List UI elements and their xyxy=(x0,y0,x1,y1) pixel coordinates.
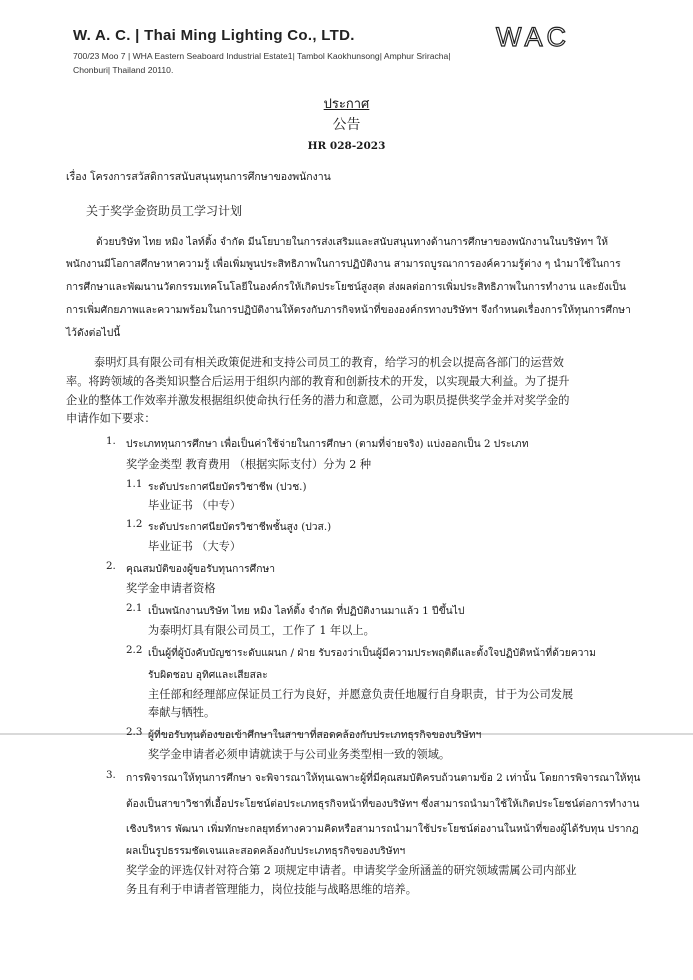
section-3-chinese-cont: 务且有利于申请者管理能力，岗位技能与战略思维的培养。 xyxy=(126,883,417,896)
section-1-chinese: 奖学金类型 教育费用 （根据实际支付）分为 2 种 xyxy=(126,458,372,471)
section-1-1-thai: ระดับประกาศนียบัตรวิชาชีพ (ปวช.) xyxy=(148,481,307,493)
section-1-2-chinese: 毕业证书 （大专） xyxy=(148,540,242,553)
section-1-2-thai: ระดับประกาศนียบัตรวิชาชีพชั้นสูง (ปวส.) xyxy=(148,521,332,533)
intro-thai-line: การเพิ่มศักยภาพและความพร้อมในการปฏิบัติงานให้ตรงกับภารกิจหน้าที่ขององค์กรทางบริษัทฯ จึงกำหนดเรื่องการให้ทุนการศึกษา xyxy=(66,304,631,316)
address-line-1: 700/23 Moo 7 | WHA Eastern Seaboard Industrial Estate1| Tambol Kaokhunsong| Amphur Sriracha| xyxy=(73,51,451,61)
section-3-number: 3. xyxy=(106,769,116,781)
section-2-2-chinese: 主任部和经理部应保证员工行为良好，并愿意负责任地履行自身职责，甘于为公司发展 xyxy=(148,688,574,701)
section-2-chinese: 奖学金申请者资格 xyxy=(126,582,216,595)
intro-chinese-line: 申请作如下要求： xyxy=(66,412,156,425)
wac-logo xyxy=(478,22,588,50)
intro-chinese-line: 泰明灯具有限公司有相关政策促进和支持公司员工的教育，给学习的机会以提高各部门的运营效 xyxy=(94,356,564,369)
subject-chinese: 关于奖学金资助员工学习计划 xyxy=(86,204,243,218)
section-2-2-thai: เป็นผู้ที่ผู้บังคับบัญชาระดับแผนก / ฝ่าย รับรองว่าเป็นผู้มีความประพฤติดีและตั้งใจปฏิบัติหน้าที่ด้วยความ xyxy=(148,647,596,659)
intro-thai-line: ไว้ดังต่อไปนี้ xyxy=(66,327,121,339)
section-2-number: 2. xyxy=(106,560,116,572)
section-2-3-number: 2.3 xyxy=(126,726,143,738)
announcement-title-thai: ประกาศ xyxy=(323,97,370,112)
section-2-thai: คุณสมบัติของผู้ขอรับทุนการศึกษา xyxy=(126,563,276,575)
section-1-1-number: 1.1 xyxy=(126,478,143,490)
section-2-1-thai: เป็นพนักงานบริษัท ไทย หมิง ไลท์ติ้ง จำกัด ที่ปฏิบัติงานมาแล้ว 1 ปีขึ้นไป xyxy=(148,605,465,617)
company-name: W. A. C. | Thai Ming Lighting Co., LTD. xyxy=(73,27,355,44)
intro-chinese-line: 率。将跨领域的各类知识整合后运用于组织内部的教育和创新技术的开发，以实现最大利益。为了提升 xyxy=(66,375,570,388)
section-2-2-thai-cont: รับผิดชอบ อุทิศและเสียสละ xyxy=(148,669,268,681)
section-3-thai-line: ผลเป็นรูปธรรมชัดเจนและสอดคล้องกับประเภทธุรกิจของบริษัทฯ xyxy=(126,845,406,857)
intro-thai-line: ด้วยบริษัท ไทย หมิง ไลท์ติ้ง จำกัด มีนโยบายในการส่งเสริมและสนับสนุนทางด้านการศึกษาของพนักงานในบริษัทฯ ให้ xyxy=(96,236,609,248)
section-2-2-chinese-cont: 奉献与牺牲。 xyxy=(148,706,216,719)
section-3-thai-line: เชิงบริหาร พัฒนา เพิ่มทักษะกลยุทธ์ทางความคิดหรือสามารถนำมาใช้ประโยชน์ต่องานในหน้าที่ของผู้ได้รับทุน ปรากฎ xyxy=(126,823,639,835)
section-2-3-chinese: 奖学金申请者必须申请就读于与公司业务类型相一致的领域。 xyxy=(148,748,451,761)
announcement-title-chinese: 公告 xyxy=(332,117,361,133)
section-1-2-number: 1.2 xyxy=(126,518,143,530)
section-2-3-thai: ผู้ที่ขอรับทุนต้องขอเข้าศึกษาในสาขาที่สอดคล้องกับประเภทธุรกิจของบริษัทฯ xyxy=(148,729,482,741)
intro-thai-line: พนักงานมีโอกาสศึกษาหาความรู้ เพื่อเพิ่มพูนประสิทธิภาพในการปฏิบัติงาน สามารถบูรณาการองค์ความรู้ต่าง ๆ นำมาใช้ในการ xyxy=(66,258,621,270)
company-address xyxy=(73,49,493,77)
section-2-2-number: 2.2 xyxy=(126,644,143,656)
section-1-1-chinese: 毕业证书 （中专） xyxy=(148,499,242,512)
intro-thai-line: การศึกษาและพัฒนานวัตกรรมเทคโนโลยีในองค์กรให้เกิดประโยชน์สูงสุด ส่งผลต่อการเพิ่มประสิทธิภาพในการทำงาน และยังเป็น xyxy=(66,281,626,293)
logo-text: WAC xyxy=(496,22,570,50)
announcement-number: HR 028-2023 xyxy=(307,140,386,152)
section-3-thai: การพิจารณาให้ทุนการศึกษา จะพิจารณาให้ทุนเฉพาะผู้ที่มีคุณสมบัติครบถ้วนตามข้อ 2 เท่านั้น โดยการพิจารณาให้ทุน xyxy=(126,772,641,784)
intro-chinese-line: 企业的整体工作效率并激发根据组织使命执行任务的潜力和意愿，公司为职员提供奖学金并对奖学金的 xyxy=(66,394,570,407)
section-2-1-chinese: 为泰明灯具有限公司员工，工作了 1 年以上。 xyxy=(148,624,375,637)
section-2-1-number: 2.1 xyxy=(126,602,143,614)
section-3-chinese: 奖学金的评选仅针对符合第 2 项规定申请者。申请奖学金所涵盖的研究领域需属公司内部业 xyxy=(126,864,577,877)
section-1-number: 1. xyxy=(106,435,116,447)
section-1-thai: ประเภททุนการศึกษา เพื่อเป็นค่าใช้จ่ายในการศึกษา (ตามที่จ่ายจริง) แบ่งออกเป็น 2 ประเภท xyxy=(126,438,529,450)
section-3-thai-line: ต้องเป็นสาขาวิชาที่เอื้อประโยชน์ต่อประเภทธุรกิจหน้าที่ของบริษัทฯ ซึ่งสามารถนำมาใช้ให้เกิดประโยชน์ต่อการทำงาน xyxy=(126,798,640,810)
subject-thai: เรื่อง โครงการสวัสดิการสนับสนุนทุนการศึกษาของพนักงาน xyxy=(66,171,331,183)
address-line-2: Chonburi| Thailand 20110. xyxy=(73,65,174,75)
